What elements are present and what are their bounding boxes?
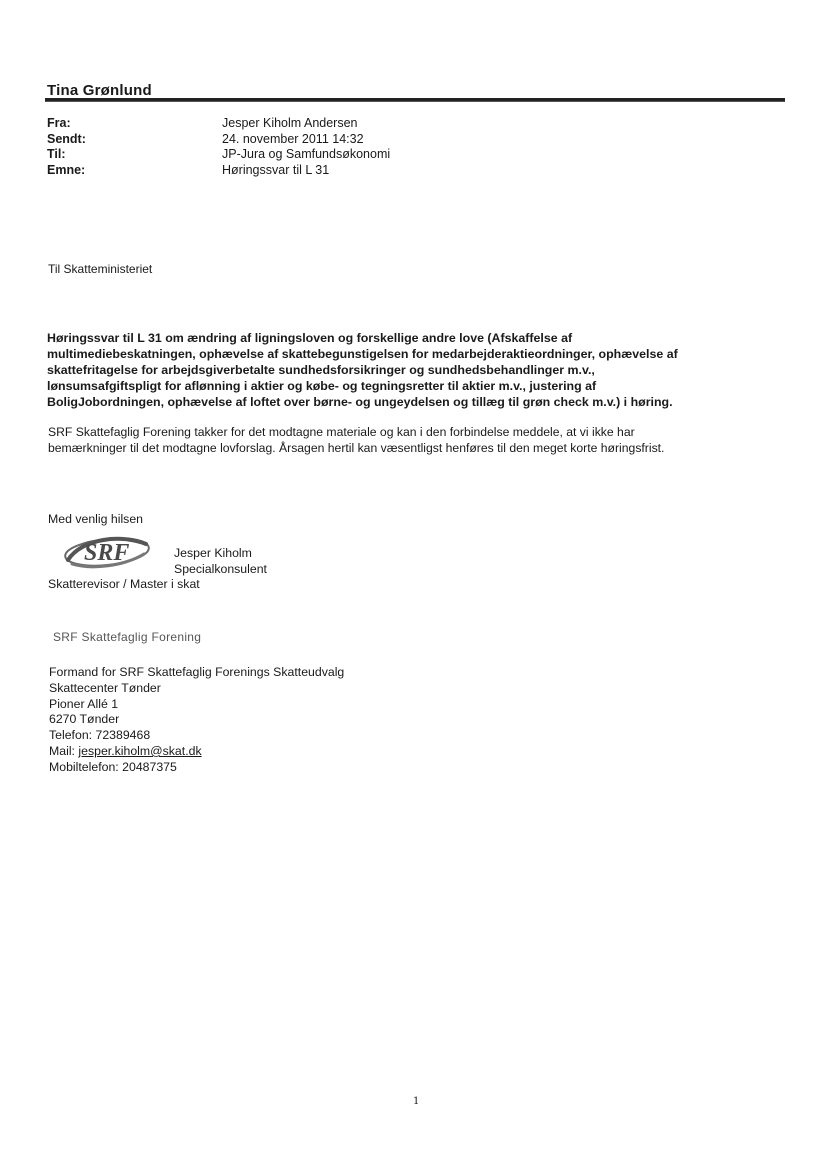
from-label: Fra: (47, 116, 71, 130)
body-paragraph (48, 425, 778, 456)
header-row-sent (47, 132, 390, 148)
subject-paragraph (47, 330, 777, 410)
subject-value: Høringssvar til L 31 (222, 162, 330, 177)
signer-role: Specialkonsulent (174, 562, 267, 576)
contact-mobile: Mobiltelefon: 20487375 (49, 759, 177, 774)
from-value: Jesper Kiholm Andersen (222, 116, 358, 130)
srf-logo-graphic (62, 530, 152, 574)
contact-line: Pioner Allé 1 (49, 696, 119, 711)
signature-block (174, 545, 267, 577)
contact-phone: Telefon: 72389468 (49, 728, 151, 743)
header-rule (45, 98, 785, 102)
subject-line: skattefritagelse for arbejdsgiverbetalte sundhedsforsikringer og sundhedsbehandlinger m.v., (47, 363, 595, 377)
contact-line: 6270 Tønder (49, 712, 120, 727)
greeting: Til Skatteministeriet (48, 262, 153, 276)
closing: Med venlig hilsen (48, 512, 144, 526)
signer-name: Jesper Kiholm (174, 546, 252, 560)
signer-title: Skatterevisor / Master i skat (48, 577, 200, 591)
subject-line: Høringssvar til L 31 om ændring af ligningsloven og forskellige andre love (Afskaffelse af (47, 331, 573, 345)
to-value: JP-Jura og Samfundsøkonomi (222, 147, 391, 161)
email-header-fields (47, 116, 390, 178)
mail-link[interactable]: jesper.kiholm@skat.dk (78, 743, 202, 758)
organization-name: SRF Skattefaglig Forening (53, 630, 202, 644)
header-row-to (47, 147, 390, 163)
contact-line: Skattecenter Tønder (49, 680, 161, 695)
subject-line: lønsumsafgiftspligt for aflønning i aktier og købe- og tegningsretter til aktier m.v., justering af (47, 379, 597, 393)
sent-value: 24. november 2011 14:32 (222, 131, 364, 146)
mail-label: Mail: (49, 743, 79, 758)
contact-mail-row (49, 744, 344, 760)
subject-line: BoligJobordningen, ophævelse af loftet over børne- og ungeydelsen og tillæg til grøn check m.v.) i høring. (47, 395, 673, 409)
subject-line: multimediebeskatningen, ophævelse af skattebegunstigelsen for medarbejderaktieordninger, ophævelse af (47, 347, 678, 361)
contact-line: Formand for SRF Skattefaglig Forenings Skatteudvalg (49, 665, 345, 679)
sent-label: Sendt: (47, 131, 86, 146)
subject-label: Emne: (47, 162, 86, 177)
body-line: SRF Skattefaglig Forening takker for det modtagne materiale og kan i den forbindelse meddele, at vi ikke har (48, 425, 635, 439)
body-line: bemærkninger til det modtagne lovforslag. Årsagen hertil kan væsentligst henføres til den meget korte høringsfrist. (48, 440, 665, 455)
page-number: 1 (413, 1096, 420, 1107)
header-row-subject (47, 163, 390, 179)
contact-block (49, 665, 344, 776)
header-row-from (47, 116, 390, 132)
to-label: Til: (47, 147, 66, 161)
svg-text:SRF: SRF (84, 540, 130, 566)
srf-logo (62, 530, 152, 574)
mailbox-owner-name: Tina Grønlund (47, 82, 152, 99)
